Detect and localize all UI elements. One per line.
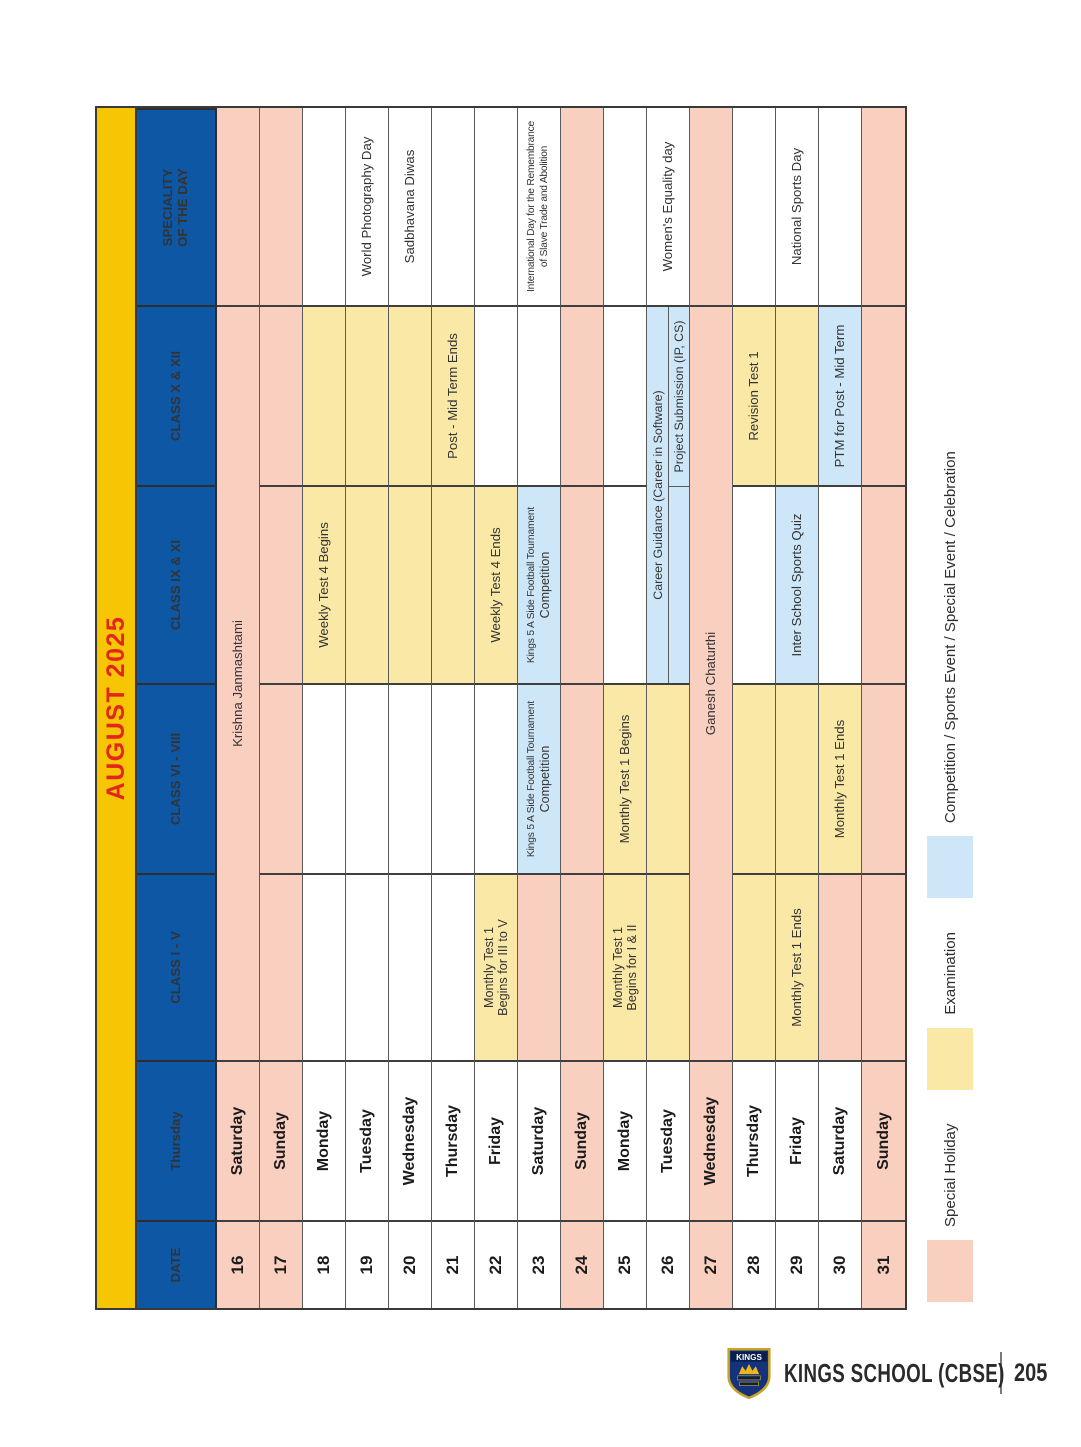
event-cell bbox=[819, 873, 862, 1060]
cell-text: Saturday bbox=[831, 1106, 849, 1176]
cell-text: Monthly Test 1 Begins bbox=[616, 714, 632, 844]
event-cell bbox=[432, 108, 475, 305]
cell-text: Ganesh Chaturthi bbox=[702, 631, 718, 736]
cell-text: Wednesday bbox=[702, 1096, 720, 1186]
event-cell bbox=[518, 108, 561, 305]
event-cell bbox=[561, 108, 604, 305]
cell-text: Weekly Test 4 Begins bbox=[315, 522, 331, 648]
event-cell bbox=[475, 683, 518, 873]
event-cell bbox=[260, 873, 303, 1060]
event-cell bbox=[217, 108, 260, 305]
cell-spacer bbox=[669, 486, 689, 683]
event-cell bbox=[690, 108, 733, 305]
event-cell bbox=[604, 873, 647, 1060]
cell-text: Friday bbox=[788, 1117, 806, 1166]
event-cell bbox=[518, 873, 561, 1060]
cell-text: Monday bbox=[315, 1110, 333, 1172]
cell-text: Monthly Test 1 Ends bbox=[788, 908, 804, 1027]
date-cell bbox=[862, 1220, 905, 1308]
event-cell bbox=[862, 305, 905, 485]
cell-text: Competition bbox=[537, 551, 552, 619]
event-cell bbox=[733, 683, 776, 873]
column-header bbox=[137, 873, 217, 1060]
rotated-calendar bbox=[95, 100, 985, 1310]
day-cell bbox=[389, 1060, 432, 1220]
career-guidance-cell bbox=[647, 305, 690, 683]
date-cell bbox=[389, 1220, 432, 1308]
event-cell bbox=[389, 305, 432, 485]
day-cell bbox=[690, 1060, 733, 1220]
cell-text: Tuesday bbox=[659, 1109, 677, 1173]
column-header bbox=[137, 485, 217, 683]
column-header bbox=[137, 305, 217, 485]
event-cell bbox=[604, 683, 647, 873]
event-cell bbox=[819, 683, 862, 873]
cell-text: CLASS IX & XI bbox=[167, 539, 183, 631]
cell-text: Revision Test 1 bbox=[745, 351, 761, 441]
cell-text: 23 bbox=[529, 1255, 549, 1275]
cell-text: CLASS VI - VIII bbox=[167, 732, 183, 826]
holiday-span-cell bbox=[690, 305, 733, 1060]
day-cell bbox=[647, 1060, 690, 1220]
event-cell bbox=[432, 485, 475, 683]
cell-text: Project Submission (IP, CS) bbox=[672, 320, 686, 473]
cell-text: Tuesday bbox=[358, 1109, 376, 1173]
day-cell bbox=[604, 1060, 647, 1220]
cell-text: 19 bbox=[357, 1255, 377, 1275]
event-cell bbox=[346, 305, 389, 485]
column-header bbox=[137, 108, 217, 305]
day-cell bbox=[862, 1060, 905, 1220]
holiday-span-cell bbox=[217, 305, 260, 1060]
event-cell bbox=[475, 873, 518, 1060]
cell-text: International Day for the Remembrance bbox=[526, 121, 538, 292]
date-cell bbox=[819, 1220, 862, 1308]
date-cell bbox=[518, 1220, 561, 1308]
cell-text: National Sports Day bbox=[788, 147, 804, 266]
event-cell bbox=[475, 305, 518, 485]
date-cell bbox=[260, 1220, 303, 1308]
date-cell bbox=[776, 1220, 819, 1308]
event-cell bbox=[561, 305, 604, 485]
day-cell bbox=[561, 1060, 604, 1220]
event-cell bbox=[862, 108, 905, 305]
cell-text: Monthly Test 1 Ends bbox=[831, 719, 847, 839]
event-cell bbox=[260, 683, 303, 873]
cell-text: CLASS X & XII bbox=[167, 350, 183, 442]
legend-swatch-pink bbox=[927, 1240, 973, 1302]
event-cell bbox=[561, 683, 604, 873]
cell-text: of Slave Trade and Abolition bbox=[539, 145, 550, 268]
event-cell bbox=[862, 873, 905, 1060]
day-cell bbox=[776, 1060, 819, 1220]
event-cell bbox=[604, 305, 647, 485]
date-cell bbox=[432, 1220, 475, 1308]
cell-text: Krishna Janmashtami bbox=[229, 620, 245, 747]
event-cell bbox=[346, 108, 389, 305]
cell-text: Sunday bbox=[272, 1112, 290, 1170]
legend-swatch-blue bbox=[927, 836, 973, 898]
event-cell bbox=[432, 873, 475, 1060]
event-cell bbox=[862, 485, 905, 683]
cell-text: 27 bbox=[701, 1255, 721, 1275]
event-cell bbox=[303, 873, 346, 1060]
event-cell bbox=[776, 873, 819, 1060]
cell-text: 28 bbox=[744, 1255, 764, 1275]
cell-text: 17 bbox=[271, 1255, 291, 1275]
event-cell bbox=[604, 108, 647, 305]
legend-label: Competition / Sports Event / Special Event / Celebration bbox=[941, 451, 959, 824]
cell-text: Monthly Test 1 bbox=[481, 927, 496, 1008]
cell-text: 20 bbox=[400, 1255, 420, 1275]
date-cell bbox=[475, 1220, 518, 1308]
event-cell bbox=[432, 683, 475, 873]
cell-text: 25 bbox=[615, 1255, 635, 1275]
event-cell bbox=[389, 485, 432, 683]
event-cell bbox=[733, 873, 776, 1060]
cell-text: 26 bbox=[658, 1255, 678, 1275]
month-title: AUGUST 2025 bbox=[101, 615, 130, 801]
cell-text: Inter School Sports Quiz bbox=[788, 513, 804, 657]
cell-text: CLASS I - V bbox=[167, 931, 183, 1004]
event-cell bbox=[346, 683, 389, 873]
event-cell bbox=[518, 485, 561, 683]
day-cell bbox=[819, 1060, 862, 1220]
event-cell bbox=[647, 683, 690, 873]
legend-swatch-yellow bbox=[927, 1028, 973, 1090]
event-cell bbox=[432, 305, 475, 485]
cell-text: 24 bbox=[572, 1255, 592, 1275]
school-logo-icon bbox=[726, 1347, 772, 1399]
cell-text: Begins for I & II bbox=[625, 924, 639, 1011]
cell-text: Post - Mid Term Ends bbox=[444, 333, 460, 459]
cell-text: OF THE DAY bbox=[175, 168, 190, 247]
event-cell bbox=[776, 305, 819, 485]
event-cell bbox=[819, 485, 862, 683]
cell-text: Competition bbox=[537, 745, 552, 813]
cell-text: Sunday bbox=[874, 1112, 892, 1170]
event-cell bbox=[260, 108, 303, 305]
column-header bbox=[137, 1060, 217, 1220]
event-cell bbox=[260, 485, 303, 683]
date-cell bbox=[690, 1220, 733, 1308]
day-cell bbox=[518, 1060, 561, 1220]
event-cell bbox=[561, 485, 604, 683]
cell-text: SPECIALITY bbox=[160, 168, 176, 247]
event-cell bbox=[389, 873, 432, 1060]
event-cell bbox=[346, 873, 389, 1060]
legend bbox=[927, 451, 973, 1302]
day-cell bbox=[260, 1060, 303, 1220]
cell-text: Career Guidance (Career in Software) bbox=[647, 307, 669, 683]
cell-text: Begins for III to V bbox=[496, 919, 510, 1016]
day-cell bbox=[346, 1060, 389, 1220]
event-cell bbox=[303, 305, 346, 485]
cell-text: 30 bbox=[830, 1255, 850, 1275]
cell-text: Kings 5 A Side Football Tournament bbox=[526, 506, 538, 664]
cell-text: DATE bbox=[167, 1247, 183, 1283]
event-cell bbox=[475, 485, 518, 683]
date-cell bbox=[303, 1220, 346, 1308]
event-cell bbox=[733, 485, 776, 683]
cell-text: Sadbhavana Diwas bbox=[401, 149, 417, 264]
cell-text: 29 bbox=[787, 1255, 807, 1275]
cell-text: Saturday bbox=[530, 1106, 548, 1176]
event-cell bbox=[604, 485, 647, 683]
event-cell bbox=[819, 305, 862, 485]
column-header bbox=[137, 1220, 217, 1308]
event-cell bbox=[776, 485, 819, 683]
cell-text: Kings 5 A Side Football Tournament bbox=[526, 700, 538, 858]
event-cell bbox=[862, 683, 905, 873]
event-cell bbox=[518, 683, 561, 873]
cell-text: 16 bbox=[228, 1255, 248, 1275]
cell-text: Sunday bbox=[573, 1112, 591, 1170]
day-cell bbox=[217, 1060, 260, 1220]
cell-text: Thursday bbox=[444, 1105, 462, 1178]
cell-text: Women's Equality day bbox=[659, 141, 675, 272]
event-cell bbox=[303, 485, 346, 683]
cell-text: 18 bbox=[314, 1255, 334, 1275]
month-title-band bbox=[95, 106, 135, 1310]
event-cell bbox=[561, 873, 604, 1060]
event-cell bbox=[647, 873, 690, 1060]
legend-item-event bbox=[927, 451, 973, 898]
event-cell bbox=[389, 108, 432, 305]
day-cell bbox=[733, 1060, 776, 1220]
cell-text: Weekly Test 4 Ends bbox=[487, 527, 503, 643]
cell-text: Monthly Test 1 bbox=[610, 927, 625, 1008]
school-name-box bbox=[784, 1357, 1005, 1389]
event-cell bbox=[389, 683, 432, 873]
cell-text: Monday bbox=[616, 1110, 634, 1172]
cell-text: Thursday bbox=[745, 1105, 763, 1178]
event-cell bbox=[733, 108, 776, 305]
legend-label: Examination bbox=[941, 932, 959, 1015]
cell-text: 21 bbox=[443, 1255, 463, 1275]
event-cell bbox=[819, 108, 862, 305]
page-number: 205 bbox=[1014, 1358, 1048, 1387]
date-cell bbox=[346, 1220, 389, 1308]
cell-text: Wednesday bbox=[401, 1096, 419, 1186]
cell-text: 22 bbox=[486, 1255, 506, 1275]
cell-text: 31 bbox=[873, 1255, 893, 1275]
date-cell bbox=[217, 1220, 260, 1308]
event-cell bbox=[518, 305, 561, 485]
event-cell bbox=[733, 305, 776, 485]
event-cell bbox=[303, 683, 346, 873]
day-cell bbox=[432, 1060, 475, 1220]
date-cell bbox=[561, 1220, 604, 1308]
cell-text: Saturday bbox=[229, 1106, 247, 1176]
page-footer bbox=[726, 1344, 1056, 1402]
event-cell bbox=[776, 108, 819, 305]
legend-label: Special Holiday bbox=[941, 1123, 959, 1227]
cell-text: PTM for Post - Mid Term bbox=[831, 324, 847, 468]
legend-item-examination bbox=[927, 932, 973, 1090]
date-cell bbox=[604, 1220, 647, 1308]
date-cell bbox=[647, 1220, 690, 1308]
cell-text: Friday bbox=[487, 1117, 505, 1166]
day-cell bbox=[303, 1060, 346, 1220]
date-cell bbox=[733, 1220, 776, 1308]
cell-text: Thursday bbox=[167, 1111, 183, 1171]
school-name: KINGS SCHOOL (CBSE) bbox=[784, 1357, 1005, 1388]
event-cell bbox=[647, 108, 690, 305]
cell-text: World Photography Day bbox=[358, 136, 374, 277]
event-cell bbox=[475, 108, 518, 305]
day-cell bbox=[475, 1060, 518, 1220]
event-cell bbox=[346, 485, 389, 683]
event-cell bbox=[260, 305, 303, 485]
event-cell bbox=[776, 683, 819, 873]
legend-item-holiday bbox=[927, 1124, 973, 1302]
column-header bbox=[137, 683, 217, 873]
event-cell bbox=[303, 108, 346, 305]
logo-text: KINGS bbox=[736, 1352, 762, 1362]
calendar-grid bbox=[135, 106, 907, 1310]
